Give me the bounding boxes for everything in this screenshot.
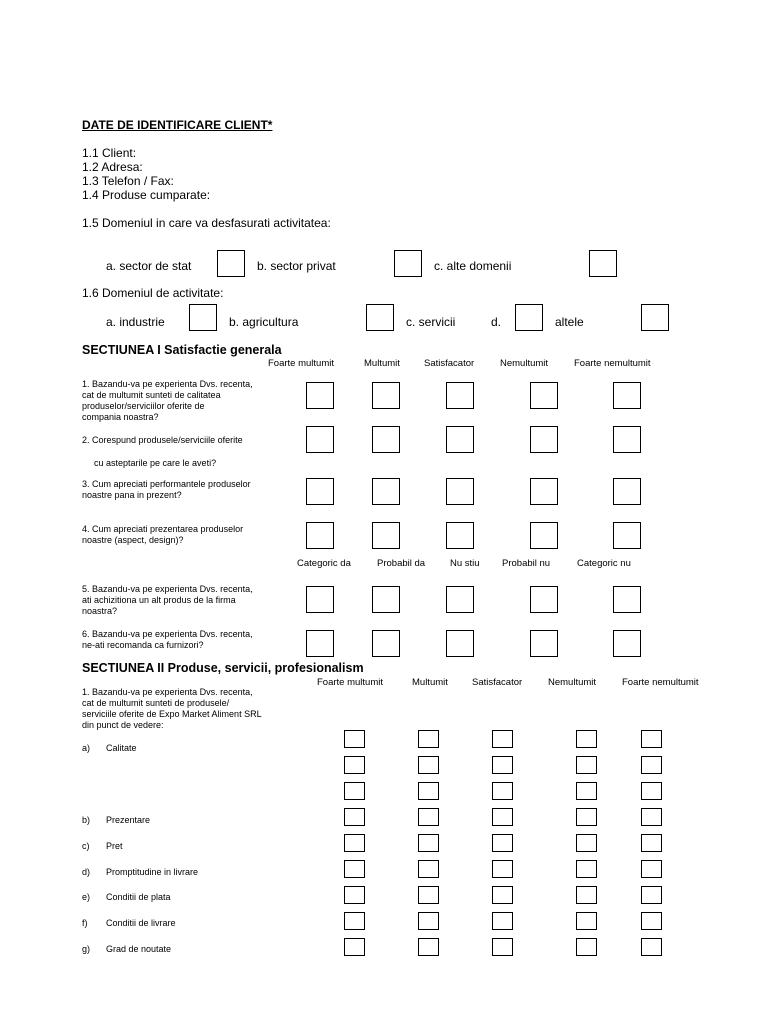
s1-rating-checkbox[interactable]: [530, 478, 558, 505]
q15-checkbox-b[interactable]: [394, 250, 422, 277]
s2-rating-checkbox[interactable]: [344, 834, 365, 852]
s1-rating-checkbox[interactable]: [446, 630, 474, 657]
page-title: DATE DE IDENTIFICARE CLIENT*: [82, 118, 273, 132]
s2-rating-checkbox[interactable]: [492, 782, 513, 800]
s2-rating-checkbox[interactable]: [344, 782, 365, 800]
s1-rating-checkbox[interactable]: [613, 426, 641, 453]
s1-scale-definitely-no: Categoric nu: [577, 558, 631, 569]
s2-rating-checkbox[interactable]: [344, 886, 365, 904]
s2-rating-checkbox[interactable]: [344, 860, 365, 878]
s2-item-label-promptitudine: Promptitudine in livrare: [106, 867, 199, 877]
s1-rating-checkbox[interactable]: [613, 630, 641, 657]
field-address-label: 1.2 Adresa:: [82, 160, 143, 174]
s2-rating-checkbox[interactable]: [418, 808, 439, 826]
s1-scale-dissatisfied: Nemultumit: [500, 358, 549, 369]
s2-rating-checkbox[interactable]: [576, 756, 597, 774]
s2-rating-checkbox[interactable]: [492, 730, 513, 748]
s2-scale-dissatisfied: Nemultumit: [548, 677, 597, 688]
s1-rating-checkbox[interactable]: [306, 630, 334, 657]
s1-rating-checkbox[interactable]: [306, 522, 334, 549]
s2-rating-checkbox[interactable]: [344, 808, 365, 826]
question-1-5: 1.5 Domeniul in care va desfasurati activitatea:: [82, 216, 331, 230]
s2-rating-checkbox[interactable]: [576, 886, 597, 904]
s2-rating-checkbox[interactable]: [576, 860, 597, 878]
question-1-6: 1.6 Domeniul de activitate:: [82, 286, 224, 300]
s1-rating-checkbox[interactable]: [446, 522, 474, 549]
s2-item-label-conditii-plata: Conditii de plata: [106, 892, 171, 902]
s1-scale-very-dissatisfied: Foarte nemultumit: [574, 358, 651, 369]
q16-option-d: d.: [491, 315, 502, 329]
s2-rating-checkbox[interactable]: [344, 938, 365, 956]
s2-item-letter: f): [82, 918, 88, 928]
s1-rating-checkbox[interactable]: [372, 586, 400, 613]
s2-item-letter: b): [82, 815, 91, 825]
s2-rating-checkbox[interactable]: [418, 730, 439, 748]
s1-rating-checkbox[interactable]: [372, 522, 400, 549]
s2-rating-checkbox[interactable]: [576, 834, 597, 852]
s2-rating-checkbox[interactable]: [641, 912, 662, 930]
s2-rating-checkbox[interactable]: [418, 756, 439, 774]
q16-checkbox-d[interactable]: [515, 304, 543, 331]
s1-question-1: 1. Bazandu-va pe experienta Dvs. recenta, cat de multumit sunteti de calitatea produselor/serviciilor oferite de compania noastra?: [82, 379, 253, 422]
q15-option-a: a. sector de stat: [106, 259, 192, 273]
section-2-title: SECTIUNEA II Produse, servicii, profesionalism: [82, 661, 364, 675]
s1-scale-probably-yes: Probabil da: [377, 558, 426, 569]
s2-rating-checkbox[interactable]: [344, 730, 365, 748]
q16-option-other: altele: [555, 315, 584, 329]
s2-rating-checkbox[interactable]: [641, 834, 662, 852]
s1-question-5: 5. Bazandu-va pe experienta Dvs. recenta, ati achizitiona un alt produs de la firma noastra?: [82, 584, 253, 616]
q16-option-b: b. agricultura: [229, 315, 299, 329]
s2-rating-checkbox[interactable]: [418, 782, 439, 800]
s1-rating-checkbox[interactable]: [530, 630, 558, 657]
s2-rating-checkbox[interactable]: [576, 808, 597, 826]
s1-rating-checkbox[interactable]: [372, 478, 400, 505]
s1-question-2: 2. Corespund produsele/serviciile oferite: [82, 435, 243, 445]
s1-rating-checkbox[interactable]: [372, 426, 400, 453]
s1-rating-checkbox[interactable]: [306, 426, 334, 453]
s2-scale-very-dissatisfied: Foarte nemultumit: [622, 677, 699, 688]
s2-question-1: 1. Bazandu-va pe experienta Dvs. recenta, cat de multumit sunteti de produsele/ serviciile oferite de Expo Market Aliment SRL din punct de vedere:: [82, 687, 262, 730]
s2-rating-checkbox[interactable]: [492, 938, 513, 956]
q16-checkbox-a[interactable]: [189, 304, 217, 331]
s2-item-letter: a): [82, 743, 91, 753]
s2-rating-checkbox[interactable]: [492, 834, 513, 852]
s2-rating-checkbox[interactable]: [576, 938, 597, 956]
s2-rating-checkbox[interactable]: [641, 886, 662, 904]
s2-scale-neutral: Satisfacator: [472, 677, 523, 688]
s1-rating-checkbox[interactable]: [530, 426, 558, 453]
s1-rating-checkbox[interactable]: [446, 478, 474, 505]
s1-question-2-cont: cu asteptarile pe care le aveti?: [94, 458, 217, 468]
s1-rating-checkbox[interactable]: [613, 382, 641, 409]
s1-scale-neutral: Satisfacator: [424, 358, 475, 369]
s2-rating-checkbox[interactable]: [344, 912, 365, 930]
s2-rating-checkbox[interactable]: [418, 938, 439, 956]
s2-item-letter: e): [82, 892, 91, 902]
s1-rating-checkbox[interactable]: [446, 586, 474, 613]
s2-scale-very-satisfied: Foarte multumit: [317, 677, 383, 688]
s1-rating-checkbox[interactable]: [530, 586, 558, 613]
s2-rating-checkbox[interactable]: [418, 834, 439, 852]
s2-rating-checkbox[interactable]: [418, 912, 439, 930]
q16-checkbox-b[interactable]: [366, 304, 394, 331]
q15-checkbox-a[interactable]: [217, 250, 245, 277]
s1-scale-satisfied: Multumit: [364, 358, 400, 369]
s2-item-label-pret: Pret: [106, 841, 123, 851]
s1-rating-checkbox[interactable]: [530, 522, 558, 549]
s2-rating-checkbox[interactable]: [641, 782, 662, 800]
s2-rating-checkbox[interactable]: [576, 730, 597, 748]
s1-rating-checkbox[interactable]: [306, 586, 334, 613]
q16-checkbox-other[interactable]: [641, 304, 669, 331]
s2-rating-checkbox[interactable]: [641, 756, 662, 774]
s2-item-letter: d): [82, 867, 91, 877]
s1-question-3: 3. Cum apreciati performantele produselor noastre pana in prezent?: [82, 479, 251, 500]
s2-rating-checkbox[interactable]: [492, 860, 513, 878]
s1-question-4: 4. Cum apreciati prezentarea produselor noastre (aspect, design)?: [82, 524, 244, 545]
s1-question-6: 6. Bazandu-va pe experienta Dvs. recenta, ne-ati recomanda ca furnizori?: [82, 629, 253, 650]
q15-checkbox-c[interactable]: [589, 250, 617, 277]
s2-rating-checkbox[interactable]: [641, 860, 662, 878]
s2-item-label-grad-noutate: Grad de noutate: [106, 944, 172, 954]
s1-rating-checkbox[interactable]: [613, 522, 641, 549]
field-client-label: 1.1 Client:: [82, 146, 137, 160]
s2-scale-satisfied: Multumit: [412, 677, 448, 688]
s2-rating-checkbox[interactable]: [344, 756, 365, 774]
s2-rating-checkbox[interactable]: [418, 860, 439, 878]
s2-item-letter: g): [82, 944, 91, 954]
s2-rating-checkbox[interactable]: [576, 782, 597, 800]
section-1-title: SECTIUNEA I Satisfactie generala: [82, 343, 282, 357]
s1-rating-checkbox[interactable]: [446, 426, 474, 453]
s1-rating-checkbox[interactable]: [306, 382, 334, 409]
s2-rating-checkbox[interactable]: [492, 756, 513, 774]
s1-scale-definitely-yes: Categoric da: [297, 558, 351, 569]
q16-option-c: c. servicii: [406, 315, 456, 329]
s1-rating-checkbox[interactable]: [372, 630, 400, 657]
s1-rating-checkbox[interactable]: [530, 382, 558, 409]
s1-rating-checkbox[interactable]: [613, 478, 641, 505]
s2-rating-checkbox[interactable]: [418, 886, 439, 904]
s2-item-label-conditii-livrare: Conditii de livrare: [106, 918, 176, 928]
s1-scale-dont-know: Nu stiu: [450, 558, 480, 569]
s1-scale-very-satisfied: Foarte multumit: [268, 358, 334, 369]
s2-rating-checkbox[interactable]: [641, 938, 662, 956]
q15-option-b: b. sector privat: [257, 259, 336, 273]
s1-rating-checkbox[interactable]: [372, 382, 400, 409]
s2-rating-checkbox[interactable]: [492, 886, 513, 904]
s2-item-label-prezentare: Prezentare: [106, 815, 151, 825]
s1-rating-checkbox[interactable]: [306, 478, 334, 505]
field-products-label: 1.4 Produse cumparate:: [82, 188, 211, 202]
s2-rating-checkbox[interactable]: [492, 808, 513, 826]
s2-rating-checkbox[interactable]: [576, 912, 597, 930]
s1-scale-probably-no: Probabil nu: [502, 558, 551, 569]
s2-item-letter: c): [82, 841, 90, 851]
field-phone-label: 1.3 Telefon / Fax:: [82, 174, 174, 188]
s1-rating-checkbox[interactable]: [446, 382, 474, 409]
q15-option-c: c. alte domenii: [434, 259, 512, 273]
q16-option-a: a. industrie: [106, 315, 165, 329]
s1-rating-checkbox[interactable]: [613, 586, 641, 613]
s2-item-label-calitate: Calitate: [106, 743, 137, 753]
s2-rating-checkbox[interactable]: [492, 912, 513, 930]
s2-rating-checkbox[interactable]: [641, 730, 662, 748]
s2-rating-checkbox[interactable]: [641, 808, 662, 826]
